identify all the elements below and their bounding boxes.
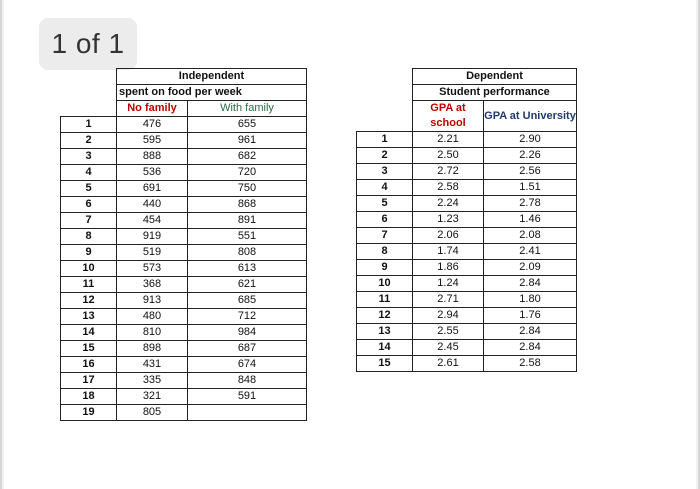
table-row — [357, 196, 577, 212]
row-number: 10 — [61, 261, 117, 277]
table-row — [61, 405, 307, 421]
cell-value: 2.58 — [413, 180, 484, 196]
table-row — [61, 245, 307, 261]
cell-value: 621 — [188, 277, 307, 293]
row-number: 16 — [61, 357, 117, 373]
cell-value: 2.45 — [413, 340, 484, 356]
row-number: 1 — [357, 132, 413, 148]
cell-value: 810 — [117, 325, 188, 341]
cell-value: 591 — [188, 389, 307, 405]
table-subtitle: spent on food per week — [117, 85, 307, 101]
cell-value: 2.50 — [413, 148, 484, 164]
row-number: 4 — [61, 165, 117, 181]
cell-value: 368 — [117, 277, 188, 293]
table-row — [357, 228, 577, 244]
table-row — [61, 133, 307, 149]
table-row — [357, 212, 577, 228]
cell-value: 682 — [188, 149, 307, 165]
cell-value: 685 — [188, 293, 307, 309]
table-row — [61, 325, 307, 341]
cell-value: 2.21 — [413, 132, 484, 148]
table-row — [357, 292, 577, 308]
row-number: 12 — [357, 308, 413, 324]
row-number: 1 — [61, 117, 117, 133]
cell-value: 454 — [117, 213, 188, 229]
row-number: 17 — [61, 373, 117, 389]
row-number: 14 — [357, 340, 413, 356]
column-header-gpa-university: GPA at University — [484, 101, 577, 132]
table-row — [357, 340, 577, 356]
row-number: 8 — [61, 229, 117, 245]
row-number: 12 — [61, 293, 117, 309]
cell-value: 2.24 — [413, 196, 484, 212]
table-row — [61, 293, 307, 309]
cell-value: 2.09 — [484, 260, 577, 276]
cell-value: 1.76 — [484, 308, 577, 324]
table-row — [61, 117, 307, 133]
cell-value: 431 — [117, 357, 188, 373]
cell-value: 480 — [117, 309, 188, 325]
cell-value: 2.84 — [484, 276, 577, 292]
table-row — [61, 165, 307, 181]
table-row — [357, 308, 577, 324]
cell-value: 2.41 — [484, 244, 577, 260]
cell-value: 536 — [117, 165, 188, 181]
cell-value: 848 — [188, 373, 307, 389]
table-row — [61, 181, 307, 197]
cell-value: 2.94 — [413, 308, 484, 324]
cell-value: 1.23 — [413, 212, 484, 228]
table-row — [357, 356, 577, 372]
cell-value: 1.80 — [484, 292, 577, 308]
table-header-row — [357, 69, 577, 85]
cell-value: 805 — [117, 405, 188, 421]
cell-value: 712 — [188, 309, 307, 325]
row-number: 19 — [61, 405, 117, 421]
table-header-row — [61, 69, 307, 85]
row-number: 4 — [357, 180, 413, 196]
column-header-gpa-school: GPA at school — [413, 101, 484, 132]
cell-value: 687 — [188, 341, 307, 357]
table-row — [357, 132, 577, 148]
table-header-row — [357, 101, 577, 132]
cell-value: 891 — [188, 213, 307, 229]
table-row — [61, 197, 307, 213]
cell-value: 551 — [188, 229, 307, 245]
row-number: 5 — [61, 181, 117, 197]
row-number: 10 — [357, 276, 413, 292]
table-row — [61, 389, 307, 405]
cell-value: 2.08 — [484, 228, 577, 244]
table-row — [61, 341, 307, 357]
cell-value: 2.58 — [484, 356, 577, 372]
row-number: 15 — [357, 356, 413, 372]
cell-value: 573 — [117, 261, 188, 277]
table-row — [357, 324, 577, 340]
row-number: 18 — [61, 389, 117, 405]
table-header-row — [357, 85, 577, 101]
cell-value: 2.84 — [484, 324, 577, 340]
row-number: 13 — [357, 324, 413, 340]
viewer-left-edge — [0, 0, 2, 489]
column-header-with-family: With family — [188, 101, 307, 117]
cell-value: 898 — [117, 341, 188, 357]
cell-value: 2.84 — [484, 340, 577, 356]
cell-value: 1.24 — [413, 276, 484, 292]
cell-value: 808 — [188, 245, 307, 261]
cell-value: 674 — [188, 357, 307, 373]
row-number: 11 — [61, 277, 117, 293]
cell-value: 1.51 — [484, 180, 577, 196]
cell-value: 2.78 — [484, 196, 577, 212]
table-row — [357, 148, 577, 164]
table-row — [61, 149, 307, 165]
table-row — [357, 244, 577, 260]
table-row — [61, 357, 307, 373]
cell-value: 750 — [188, 181, 307, 197]
row-number: 3 — [357, 164, 413, 180]
row-number: 2 — [61, 133, 117, 149]
cell-value: 613 — [188, 261, 307, 277]
cell-value: 1.46 — [484, 212, 577, 228]
row-number: 5 — [357, 196, 413, 212]
row-number: 9 — [357, 260, 413, 276]
cell-value: 888 — [117, 149, 188, 165]
table-title: Dependent — [413, 69, 577, 85]
cell-value: 2.90 — [484, 132, 577, 148]
cell-value: 335 — [117, 373, 188, 389]
row-number: 8 — [357, 244, 413, 260]
column-header-no-family: No family — [117, 101, 188, 117]
row-number: 7 — [61, 213, 117, 229]
table-row — [357, 276, 577, 292]
cell-value: 2.72 — [413, 164, 484, 180]
table-row — [357, 180, 577, 196]
cell-value: 595 — [117, 133, 188, 149]
cell-value: 321 — [117, 389, 188, 405]
table-row — [357, 164, 577, 180]
cell-value: 984 — [188, 325, 307, 341]
table-row — [61, 309, 307, 325]
row-number: 15 — [61, 341, 117, 357]
row-number: 6 — [61, 197, 117, 213]
table-title: Independent — [117, 69, 307, 85]
cell-value: 919 — [117, 229, 188, 245]
table-row — [61, 277, 307, 293]
table-row — [61, 229, 307, 245]
page-indicator: 1 of 1 — [39, 18, 137, 70]
independent-table — [60, 68, 307, 421]
cell-value: 2.26 — [484, 148, 577, 164]
table-row — [61, 213, 307, 229]
cell-value: 913 — [117, 293, 188, 309]
cell-value: 440 — [117, 197, 188, 213]
table-header-row — [61, 85, 307, 101]
table-header-row — [61, 101, 307, 117]
row-number: 11 — [357, 292, 413, 308]
cell-value: 868 — [188, 197, 307, 213]
cell-value: 655 — [188, 117, 307, 133]
row-number: 9 — [61, 245, 117, 261]
cell-value: 2.61 — [413, 356, 484, 372]
cell-value: 720 — [188, 165, 307, 181]
cell-value: 691 — [117, 181, 188, 197]
row-number: 14 — [61, 325, 117, 341]
cell-value: 2.56 — [484, 164, 577, 180]
cell-value: 519 — [117, 245, 188, 261]
dependent-table — [356, 68, 577, 372]
table-row — [61, 373, 307, 389]
table-subtitle: Student performance — [413, 85, 577, 101]
row-number: 2 — [357, 148, 413, 164]
row-number: 3 — [61, 149, 117, 165]
cell-value: 476 — [117, 117, 188, 133]
cell-value: 2.06 — [413, 228, 484, 244]
cell-value: 2.55 — [413, 324, 484, 340]
cell-value: 961 — [188, 133, 307, 149]
row-number: 6 — [357, 212, 413, 228]
cell-value: 1.74 — [413, 244, 484, 260]
cell-value — [188, 405, 307, 421]
row-number: 13 — [61, 309, 117, 325]
row-number: 7 — [357, 228, 413, 244]
table-row — [357, 260, 577, 276]
cell-value: 1.86 — [413, 260, 484, 276]
cell-value: 2.71 — [413, 292, 484, 308]
table-row — [61, 261, 307, 277]
